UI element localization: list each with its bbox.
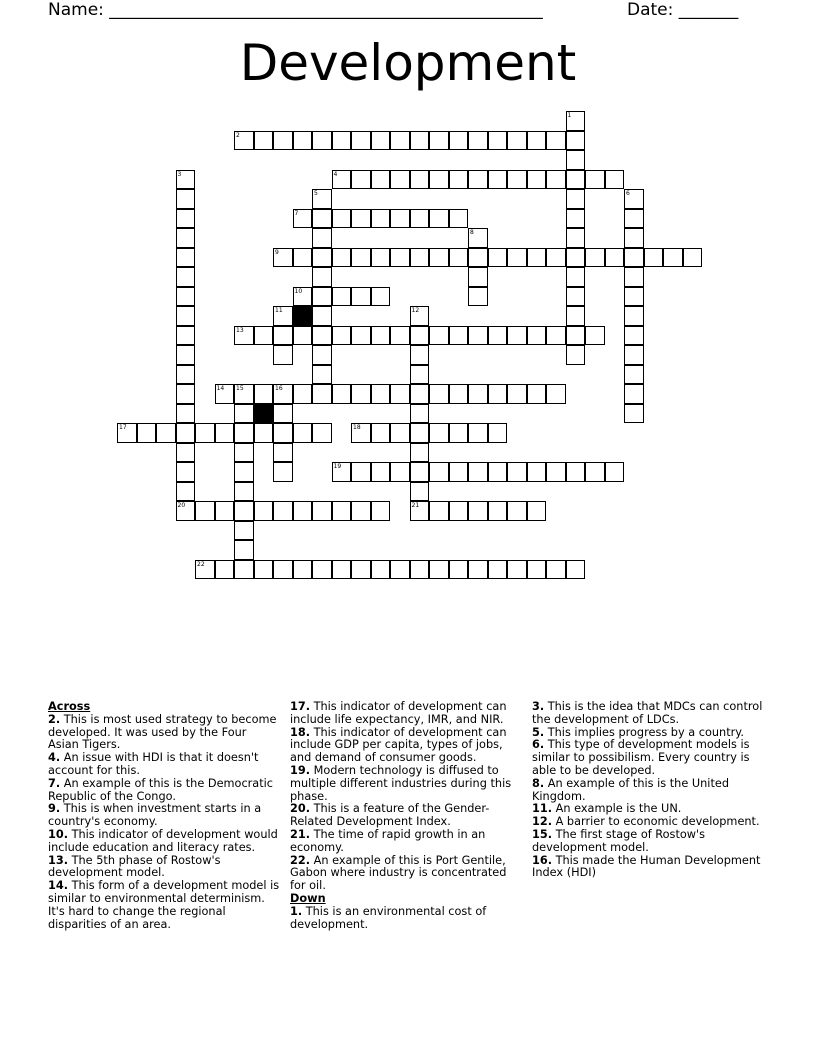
- grid-cell[interactable]: [644, 248, 664, 268]
- date-line[interactable]: Date: _______: [627, 0, 739, 20]
- grid-cell[interactable]: [312, 209, 332, 229]
- grid-cell[interactable]: [371, 423, 391, 443]
- grid-cell[interactable]: [234, 521, 254, 541]
- grid-cell[interactable]: [254, 501, 274, 521]
- grid-cell[interactable]: [468, 248, 488, 268]
- grid-cell[interactable]: [566, 267, 586, 287]
- grid-cell[interactable]: [332, 560, 352, 580]
- grid-cell[interactable]: [410, 365, 430, 385]
- grid-cell[interactable]: [429, 384, 449, 404]
- grid-cell[interactable]: [254, 326, 274, 346]
- grid-cell[interactable]: [254, 384, 274, 404]
- grid-cell[interactable]: [488, 462, 508, 482]
- grid-cell[interactable]: [585, 326, 605, 346]
- grid-cell[interactable]: [566, 150, 586, 170]
- grid-cell[interactable]: [566, 287, 586, 307]
- clue-across-13: 13. The 5th phase of Rostow's development model.: [48, 853, 221, 880]
- grid-cell[interactable]: [176, 384, 196, 404]
- grid-cell[interactable]: [390, 423, 410, 443]
- grid-cell[interactable]: [351, 384, 371, 404]
- grid-cell[interactable]: [332, 209, 352, 229]
- clue-number: 22: [197, 560, 205, 568]
- grid-cell[interactable]: [293, 501, 313, 521]
- grid-cell[interactable]: [332, 131, 352, 151]
- clue-number: 21: [411, 502, 420, 509]
- clue-across-19: 19. Modern technology is diffused to multiple different industries during this phase.: [290, 763, 512, 803]
- grid-cell[interactable]: [273, 443, 293, 463]
- grid-cell[interactable]: [371, 560, 391, 580]
- grid-cell[interactable]: [546, 326, 566, 346]
- grid-cell[interactable]: [293, 209, 313, 229]
- grid-cell[interactable]: [312, 189, 332, 209]
- grid-cell[interactable]: [605, 170, 625, 190]
- grid-cell[interactable]: [546, 248, 566, 268]
- grid-cell[interactable]: [351, 287, 371, 307]
- grid-cell[interactable]: [176, 306, 196, 326]
- grid-cell[interactable]: [488, 170, 508, 190]
- grid-cell[interactable]: [234, 462, 254, 482]
- clue-number: 16: [275, 385, 283, 392]
- clue-number: 9: [275, 248, 279, 256]
- grid-cell[interactable]: [546, 131, 566, 151]
- grid-cell[interactable]: [468, 131, 488, 151]
- grid-cell[interactable]: [488, 248, 508, 268]
- grid-cell[interactable]: [312, 248, 332, 268]
- grid-cell[interactable]: [566, 189, 586, 209]
- grid-cell[interactable]: [371, 462, 391, 482]
- grid-cell[interactable]: [410, 345, 430, 365]
- clue-number: 18: [353, 424, 361, 431]
- grid-cell[interactable]: [507, 462, 527, 482]
- grid-cell[interactable]: [351, 131, 371, 151]
- grid-cell[interactable]: [566, 228, 586, 248]
- grid-cell[interactable]: [293, 131, 313, 151]
- grid-cell[interactable]: [410, 306, 430, 326]
- grid-cell[interactable]: [488, 326, 508, 346]
- clue-across-20: 20. This is a feature of the Gender-Related Development Index.: [290, 802, 490, 829]
- grid-cell[interactable]: [371, 384, 391, 404]
- grid-cell[interactable]: [332, 248, 352, 268]
- grid-cell[interactable]: [176, 345, 196, 365]
- grid-cell[interactable]: [527, 131, 547, 151]
- grid-cell[interactable]: [312, 228, 332, 248]
- grid-cell[interactable]: [507, 170, 527, 190]
- grid-cell[interactable]: [273, 248, 293, 268]
- clue-across-9: 9. This is when investment starts in a country's economy.: [48, 802, 262, 829]
- grid-cell[interactable]: [566, 560, 586, 580]
- clue-number: 17: [119, 424, 127, 431]
- grid-cell[interactable]: [605, 462, 625, 482]
- grid-cell[interactable]: [507, 326, 527, 346]
- grid-cell[interactable]: [234, 540, 254, 560]
- grid-cell[interactable]: [312, 501, 332, 521]
- grid-cell[interactable]: [546, 170, 566, 190]
- grid-cell[interactable]: [117, 423, 137, 443]
- grid-cell[interactable]: [488, 384, 508, 404]
- grid-cell[interactable]: [234, 384, 254, 404]
- grid-cell[interactable]: [215, 384, 235, 404]
- grid-cell[interactable]: [273, 326, 293, 346]
- grid-cell[interactable]: [293, 248, 313, 268]
- grid-cell[interactable]: [566, 462, 586, 482]
- grid-cell[interactable]: [410, 131, 430, 151]
- grid-cell[interactable]: [176, 501, 196, 521]
- grid-cell[interactable]: [137, 423, 157, 443]
- grid-cell[interactable]: [468, 170, 488, 190]
- grid-cell[interactable]: [351, 248, 371, 268]
- grid-cell[interactable]: [176, 482, 196, 502]
- clue-across-22: 22. An example of this is Port Gentile, Gabon where industry is concentrated for oil.: [290, 853, 507, 893]
- grid-cell[interactable]: [449, 462, 469, 482]
- clue-across-14: 14. This form of a development model is similar to environmental determinism. It's hard to change the regional disparities of an area.: [48, 879, 280, 931]
- grid-cell[interactable]: [371, 209, 391, 229]
- grid-cell[interactable]: [273, 404, 293, 424]
- grid-cell[interactable]: [624, 384, 644, 404]
- grid-cell[interactable]: [273, 560, 293, 580]
- grid-cell[interactable]: [273, 384, 293, 404]
- grid-cell[interactable]: [449, 423, 469, 443]
- grid-cell[interactable]: [546, 384, 566, 404]
- black-cell: [293, 306, 313, 326]
- grid-cell[interactable]: [234, 131, 254, 151]
- grid-cell[interactable]: [215, 560, 235, 580]
- grid-cell[interactable]: [312, 287, 332, 307]
- grid-cell[interactable]: [390, 248, 410, 268]
- grid-cell[interactable]: [351, 423, 371, 443]
- grid-cell[interactable]: [176, 423, 196, 443]
- grid-cell[interactable]: [410, 404, 430, 424]
- grid-cell[interactable]: [371, 326, 391, 346]
- grid-cell[interactable]: [449, 326, 469, 346]
- clue-across-18: 18. This indicator of development can include GDP per capita, types of jobs, and demand of consumer goods.: [290, 725, 507, 765]
- grid-cell[interactable]: [624, 209, 644, 229]
- grid-cell[interactable]: [566, 111, 586, 131]
- grid-cell[interactable]: [449, 209, 469, 229]
- grid-cell[interactable]: [468, 423, 488, 443]
- grid-cell[interactable]: [410, 248, 430, 268]
- grid-cell[interactable]: [195, 501, 215, 521]
- grid-cell[interactable]: [351, 560, 371, 580]
- grid-cell[interactable]: [312, 560, 332, 580]
- grid-cell[interactable]: [429, 170, 449, 190]
- grid-cell[interactable]: [176, 365, 196, 385]
- grid-cell[interactable]: [624, 248, 644, 268]
- grid-cell[interactable]: [390, 560, 410, 580]
- grid-cell[interactable]: [371, 287, 391, 307]
- clue-down-8: 8. An example of this is the United Kingdom.: [532, 776, 729, 803]
- grid-cell[interactable]: [488, 423, 508, 443]
- grid-cell[interactable]: [507, 384, 527, 404]
- grid-cell[interactable]: [390, 326, 410, 346]
- clue-across-4: 4. An issue with HDI is that it doesn't account for this.: [48, 751, 259, 777]
- grid-cell[interactable]: [449, 170, 469, 190]
- across-heading: Across: [48, 700, 91, 713]
- grid-cell[interactable]: [176, 228, 196, 248]
- clue-number: 7: [294, 209, 299, 217]
- grid-cell[interactable]: [215, 501, 235, 521]
- grid-cell[interactable]: [332, 501, 352, 521]
- grid-cell[interactable]: [176, 209, 196, 229]
- grid-cell[interactable]: [410, 423, 430, 443]
- grid-cell[interactable]: [390, 462, 410, 482]
- grid-cell[interactable]: [624, 228, 644, 248]
- grid-cell[interactable]: [468, 267, 488, 287]
- grid-cell[interactable]: [371, 501, 391, 521]
- clues-column-1: [48, 701, 280, 931]
- clue-across-10: 10. This indicator of development would include education and literacy rates.: [48, 827, 278, 854]
- grid-cell[interactable]: [332, 384, 352, 404]
- grid-cell[interactable]: [176, 462, 196, 482]
- grid-cell[interactable]: [371, 248, 391, 268]
- grid-cell[interactable]: [156, 423, 176, 443]
- grid-cell[interactable]: [488, 501, 508, 521]
- grid-cell[interactable]: [312, 365, 332, 385]
- grid-cell[interactable]: [293, 423, 313, 443]
- clue-number: 2: [236, 131, 240, 139]
- grid-cell[interactable]: [468, 384, 488, 404]
- grid-cell[interactable]: [293, 287, 313, 307]
- grid-cell[interactable]: [605, 248, 625, 268]
- grid-cell[interactable]: [527, 560, 547, 580]
- clue-number: 10: [294, 287, 303, 295]
- grid-cell[interactable]: [507, 560, 527, 580]
- grid-cell[interactable]: [624, 326, 644, 346]
- grid-cell[interactable]: [312, 345, 332, 365]
- grid-cell[interactable]: [507, 131, 527, 151]
- clue-number: 20: [177, 502, 186, 509]
- grid-cell[interactable]: [507, 248, 527, 268]
- grid-cell[interactable]: [351, 462, 371, 482]
- grid-cell[interactable]: [390, 209, 410, 229]
- grid-cell[interactable]: [624, 345, 644, 365]
- clue-down-11: 11. An example is the UN.: [532, 802, 682, 816]
- clue-number: 1: [567, 112, 572, 119]
- grid-cell[interactable]: [624, 189, 644, 209]
- grid-cell[interactable]: [410, 209, 430, 229]
- grid-cell[interactable]: [410, 443, 430, 463]
- grid-cell[interactable]: [273, 131, 293, 151]
- grid-cell[interactable]: [624, 287, 644, 307]
- clue-across-17: 17. This indicator of development can include life expectancy, IMR, and NIR.: [290, 700, 507, 726]
- grid-cell[interactable]: [429, 462, 449, 482]
- grid-cell[interactable]: [351, 501, 371, 521]
- clue-down-1: 1. This is an environmental cost of development.: [290, 904, 487, 931]
- grid-cell[interactable]: [332, 326, 352, 346]
- grid-cell[interactable]: [410, 326, 430, 346]
- grid-cell[interactable]: [176, 170, 196, 190]
- grid-cell[interactable]: [410, 462, 430, 482]
- grid-cell[interactable]: [468, 287, 488, 307]
- grid-cell[interactable]: [176, 189, 196, 209]
- grid-cell[interactable]: [449, 248, 469, 268]
- grid-cell[interactable]: [351, 209, 371, 229]
- puzzle-title: Development: [239, 34, 577, 92]
- clue-number: 4: [333, 170, 338, 178]
- clue-number: 13: [236, 326, 244, 334]
- grid-cell[interactable]: [254, 131, 274, 151]
- grid-cell[interactable]: [312, 423, 332, 443]
- grid-cell[interactable]: [566, 209, 586, 229]
- grid-cell[interactable]: [585, 248, 605, 268]
- grid-cell[interactable]: [468, 462, 488, 482]
- grid-cell[interactable]: [410, 501, 430, 521]
- grid-cell[interactable]: [624, 306, 644, 326]
- clue-number: 5: [314, 190, 318, 197]
- grid-cell[interactable]: [176, 326, 196, 346]
- clue-down-12: 12. A barrier to economic development.: [532, 815, 760, 829]
- grid-cell[interactable]: [566, 306, 586, 326]
- grid-cell[interactable]: [293, 384, 313, 404]
- grid-cell[interactable]: [585, 462, 605, 482]
- grid-cell[interactable]: [468, 228, 488, 248]
- clue-number: 19: [333, 463, 342, 470]
- grid-cell[interactable]: [410, 170, 430, 190]
- grid-cell[interactable]: [332, 287, 352, 307]
- grid-cell[interactable]: [234, 501, 254, 521]
- grid-cell[interactable]: [410, 482, 430, 502]
- down-heading: Down: [290, 891, 326, 905]
- grid-cell[interactable]: [429, 423, 449, 443]
- clue-number: 8: [470, 229, 474, 236]
- grid-cell[interactable]: [273, 462, 293, 482]
- grid-cell[interactable]: [410, 384, 430, 404]
- grid-cell[interactable]: [312, 326, 332, 346]
- grid-cell[interactable]: [429, 131, 449, 151]
- grid-cell[interactable]: [527, 170, 547, 190]
- grid-cell[interactable]: [410, 560, 430, 580]
- clue-number: 12: [411, 307, 420, 314]
- grid-cell[interactable]: [351, 326, 371, 346]
- name-line[interactable]: Name: ___________________________________________________: [48, 0, 543, 20]
- grid-cell[interactable]: [468, 501, 488, 521]
- grid-cell[interactable]: [663, 248, 683, 268]
- grid-cell[interactable]: [176, 404, 196, 424]
- grid-cell[interactable]: [254, 423, 274, 443]
- clues-column-2: [290, 701, 520, 931]
- grid-cell[interactable]: [566, 131, 586, 151]
- grid-cell[interactable]: [624, 404, 644, 424]
- grid-cell[interactable]: [273, 423, 293, 443]
- clue-across-7: 7. An example of this is the Democratic Republic of the Congo.: [48, 776, 273, 803]
- grid-cell[interactable]: [449, 560, 469, 580]
- grid-cell[interactable]: [176, 287, 196, 307]
- grid-cell[interactable]: [195, 423, 215, 443]
- grid-cell[interactable]: [624, 267, 644, 287]
- clue-number: 15: [236, 385, 244, 392]
- grid-cell[interactable]: [527, 462, 547, 482]
- clue-number: 6: [626, 190, 630, 197]
- grid-cell[interactable]: [429, 501, 449, 521]
- grid-cell[interactable]: [566, 345, 586, 365]
- clues-column-3: [532, 701, 764, 880]
- grid-cell[interactable]: [429, 248, 449, 268]
- grid-cell[interactable]: [176, 443, 196, 463]
- grid-cell[interactable]: [527, 326, 547, 346]
- grid-cell[interactable]: [351, 170, 371, 190]
- clue-number: 11: [275, 307, 283, 314]
- grid-cell[interactable]: [234, 482, 254, 502]
- grid-cell[interactable]: [449, 384, 469, 404]
- grid-cell[interactable]: [273, 306, 293, 326]
- grid-cell[interactable]: [195, 560, 215, 580]
- grid-cell[interactable]: [390, 131, 410, 151]
- clue-number: 3: [177, 170, 182, 178]
- grid-cell[interactable]: [449, 501, 469, 521]
- clue-number: 14: [216, 385, 225, 392]
- grid-cell[interactable]: [234, 423, 254, 443]
- grid-cell[interactable]: [624, 365, 644, 385]
- grid-cell[interactable]: [429, 560, 449, 580]
- grid-cell[interactable]: [234, 404, 254, 424]
- grid-cell[interactable]: [390, 170, 410, 190]
- grid-cell[interactable]: [566, 248, 586, 268]
- grid-cell[interactable]: [293, 326, 313, 346]
- grid-cell[interactable]: [546, 462, 566, 482]
- grid-cell[interactable]: [566, 170, 586, 190]
- grid-cell[interactable]: [332, 462, 352, 482]
- black-cell: [254, 404, 274, 424]
- grid-cell[interactable]: [273, 345, 293, 365]
- grid-cell[interactable]: [683, 248, 703, 268]
- grid-cell[interactable]: [234, 443, 254, 463]
- clue-across-21: 21. The time of rapid growth in an economy.: [290, 827, 486, 854]
- clue-down-3: 3. This is the idea that MDCs can control the development of LDCs.: [532, 700, 763, 726]
- grid-cell[interactable]: [527, 248, 547, 268]
- grid-cell[interactable]: [332, 170, 352, 190]
- grid-cell[interactable]: [312, 131, 332, 151]
- grid-cell[interactable]: [254, 560, 274, 580]
- grid-cell[interactable]: [312, 306, 332, 326]
- grid-cell[interactable]: [566, 326, 586, 346]
- grid-cell[interactable]: [527, 384, 547, 404]
- clue-across-2: 2. This is most used strategy to become developed. It was used by the Four Asian Tigers.: [48, 712, 277, 752]
- clue-down-5: 5. This implies progress by a country.: [532, 725, 744, 739]
- grid-cell[interactable]: [312, 267, 332, 287]
- grid-cell[interactable]: [449, 131, 469, 151]
- grid-cell[interactable]: [488, 131, 508, 151]
- grid-cell[interactable]: [390, 384, 410, 404]
- grid-cell[interactable]: [468, 326, 488, 346]
- grid-cell[interactable]: [215, 423, 235, 443]
- grid-cell[interactable]: [488, 560, 508, 580]
- grid-cell[interactable]: [585, 170, 605, 190]
- clue-down-16: 16. This made the Human Development Index (HDI): [532, 853, 761, 880]
- grid-cell[interactable]: [293, 560, 313, 580]
- grid-cell[interactable]: [371, 131, 391, 151]
- grid-cell[interactable]: [176, 267, 196, 287]
- clue-down-15: 15. The first stage of Rostow's development model.: [532, 827, 706, 854]
- grid-cell[interactable]: [273, 501, 293, 521]
- grid-cell[interactable]: [312, 384, 332, 404]
- grid-cell[interactable]: [429, 326, 449, 346]
- grid-cell[interactable]: [234, 326, 254, 346]
- grid-cell[interactable]: [234, 560, 254, 580]
- grid-cell[interactable]: [507, 501, 527, 521]
- grid-cell[interactable]: [176, 248, 196, 268]
- clue-down-6: 6. This type of development models is similar to possibilism. Every country is able to be developed.: [532, 738, 750, 777]
- grid-cell[interactable]: [468, 560, 488, 580]
- grid-cell[interactable]: [527, 501, 547, 521]
- grid-cell[interactable]: [429, 209, 449, 229]
- grid-cell[interactable]: [371, 170, 391, 190]
- grid-cell[interactable]: [546, 560, 566, 580]
